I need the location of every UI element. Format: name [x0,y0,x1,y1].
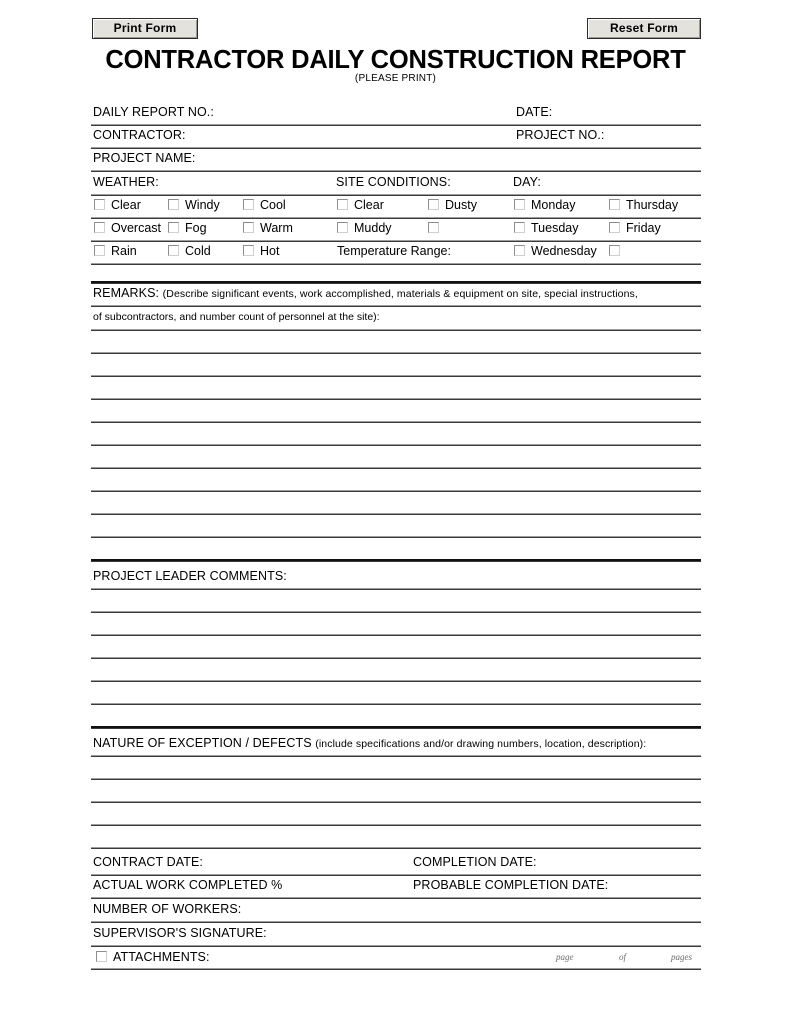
checkbox-day-blank[interactable] [609,245,620,256]
checkbox-day-thursday[interactable] [609,199,620,210]
exceptions-line-1[interactable] [91,778,701,780]
number-of-workers-rule[interactable] [91,921,701,923]
checkbox-day-wednesday[interactable] [514,245,525,256]
label-site-clear: Clear [354,198,384,212]
checkbox-day-monday[interactable] [514,199,525,210]
checkbox-weather-clear[interactable] [94,199,105,210]
probable-completion-date-label: PROBABLE COMPLETION DATE: [413,878,609,892]
supervisors-signature-rule[interactable] [91,945,701,947]
page-subtitle: (PLEASE PRINT) [354,73,437,84]
checkbox-site-dusty[interactable] [428,199,439,210]
project-leader-line-4[interactable] [91,680,701,682]
remarks-note-line2: of subcontractors, and number count of personnel at the site): [93,311,380,323]
pages-word-label: pages [671,952,692,962]
remarks-top-divider [91,281,701,284]
label-weather-rain: Rain [111,244,137,258]
contractor-label: CONTRACTOR: [93,128,186,142]
checkbox-site-clear[interactable] [337,199,348,210]
number-of-workers-label: NUMBER OF WORKERS: [93,902,242,916]
contract-date-label: CONTRACT DATE: [93,855,203,869]
page-word-label: page [556,952,574,962]
checkbox-day-tuesday[interactable] [514,222,525,233]
exceptions-heading-rule [91,755,701,757]
attachments-label: ATTACHMENTS: [113,950,210,964]
checkbox-weather-fog[interactable] [168,222,179,233]
site-conditions-label: SITE CONDITIONS: [336,175,451,189]
checkbox-weather-overcast[interactable] [94,222,105,233]
label-day-tuesday: Tuesday [531,221,579,235]
label-weather-warm: Warm [260,221,293,235]
attachments-rule [91,968,701,970]
day-label: DAY: [513,175,541,189]
remarks-note-line1: (Describe significant events, work accomplished, materials & equipment on site, special instructions, [162,288,638,300]
exceptions-line-3[interactable] [91,824,701,826]
contractor-rule[interactable] [91,147,701,149]
label-weather-overcast: Overcast [111,221,162,235]
conditions-row1-rule [91,217,701,219]
of-word-label: of [619,952,627,962]
project-leader-line-5[interactable] [91,703,701,705]
supervisors-signature-label: SUPERVISOR'S SIGNATURE: [93,926,267,940]
exceptions-label [93,736,646,750]
conditions-heading-rule [91,194,701,196]
label-weather-fog: Fog [185,221,207,235]
remarks-note-rule-2 [91,329,701,331]
completion-date-label: COMPLETION DATE: [413,855,537,869]
checkbox-weather-hot[interactable] [243,245,254,256]
project-leader-bottom-divider [91,726,701,729]
project-leader-line-3[interactable] [91,657,701,659]
project-leader-heading-rule [91,588,701,590]
label-weather-hot: Hot [260,244,280,258]
checkbox-weather-cold[interactable] [168,245,179,256]
page-title: CONTRACTOR DAILY CONSTRUCTION REPORT [105,46,686,74]
remarks-line-9[interactable] [91,536,701,538]
label-site-muddy: Muddy [354,221,392,235]
daily-report-no-rule[interactable] [91,124,701,126]
label-weather-windy: Windy [185,198,220,212]
reset-form-button[interactable]: Reset Form [587,18,701,39]
remarks-note-rule-1 [91,305,701,307]
remarks-line-3[interactable] [91,398,701,400]
remarks-bottom-divider [91,559,701,562]
actual-work-rule[interactable] [91,897,701,899]
project-no-label: PROJECT NO.: [516,128,605,142]
label-day-thursday: Thursday [626,198,679,212]
conditions-row3-rule [91,263,701,265]
checkbox-weather-rain[interactable] [94,245,105,256]
date-label: DATE: [516,105,553,119]
checkbox-weather-cool[interactable] [243,199,254,210]
weather-label: WEATHER: [93,175,159,189]
label-day-friday: Friday [626,221,661,235]
actual-work-completed-label: ACTUAL WORK COMPLETED % [93,878,283,892]
remarks-line-5[interactable] [91,444,701,446]
label-day-wednesday: Wednesday [531,244,597,258]
remarks-line-1[interactable] [91,352,701,354]
exceptions-note: (include specifications and/or drawing numbers, location, description): [315,738,647,750]
exceptions-line-4[interactable] [91,847,701,849]
contract-date-rule[interactable] [91,874,701,876]
remarks-label-text: REMARKS: [93,286,160,300]
project-name-rule[interactable] [91,170,701,172]
print-form-button[interactable]: Print Form [92,18,198,39]
checkbox-site-muddy[interactable] [337,222,348,233]
project-name-label: PROJECT NAME: [93,151,196,165]
project-leader-line-2[interactable] [91,634,701,636]
checkbox-site-blank[interactable] [428,222,439,233]
remarks-label [93,286,638,300]
checkbox-attachments[interactable] [96,951,107,962]
exceptions-label-text: NATURE OF EXCEPTION / DEFECTS [93,736,312,750]
conditions-row2-rule [91,240,701,242]
daily-report-no-label: DAILY REPORT NO.: [93,105,214,119]
project-leader-line-1[interactable] [91,611,701,613]
label-day-monday: Monday [531,198,576,212]
label-weather-cold: Cold [185,244,211,258]
checkbox-weather-warm[interactable] [243,222,254,233]
checkbox-weather-windy[interactable] [168,199,179,210]
checkbox-day-friday[interactable] [609,222,620,233]
remarks-line-7[interactable] [91,490,701,492]
label-weather-clear: Clear [111,198,141,212]
label-weather-cool: Cool [260,198,286,212]
remarks-line-6[interactable] [91,467,701,469]
temperature-range-label: Temperature Range: [337,244,451,258]
remarks-line-8[interactable] [91,513,701,515]
label-site-dusty: Dusty [445,198,477,212]
remarks-line-4[interactable] [91,421,701,423]
remarks-line-2[interactable] [91,375,701,377]
exceptions-line-2[interactable] [91,801,701,803]
project-leader-comments-label: PROJECT LEADER COMMENTS: [93,569,287,583]
